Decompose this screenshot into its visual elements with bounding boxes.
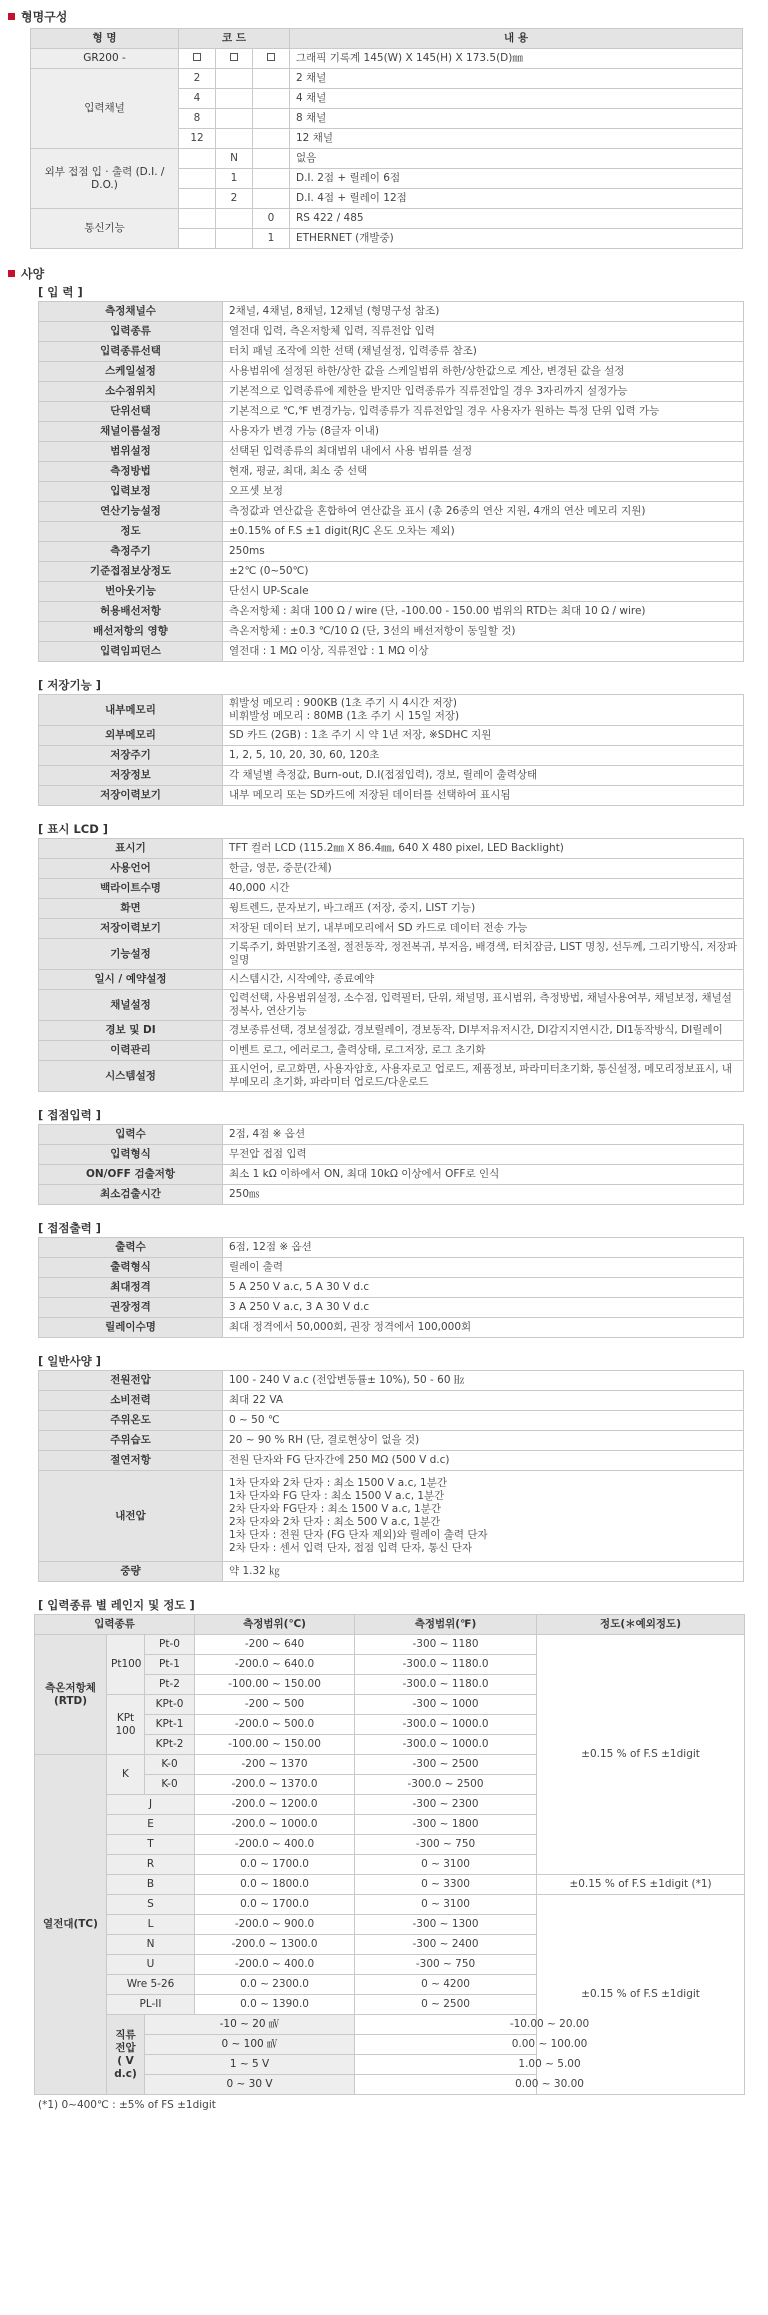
spec-label: 단위선택 (39, 402, 223, 422)
ranges-title: [ 입력종류 별 레인지 및 정도 ] (38, 1598, 195, 1612)
range-c: -200.0 ~ 1300.0 (195, 1935, 355, 1955)
code-desc: 12 채널 (290, 129, 743, 149)
spec-value: 릴레이 출력 (223, 1258, 744, 1278)
spec-label: 측정주기 (39, 542, 223, 562)
range-sub: Wre 5-26 (107, 1975, 195, 1995)
code-cell: 1 (253, 229, 290, 249)
spec-value: 1, 2, 5, 10, 20, 30, 60, 120초 (223, 746, 744, 766)
range-sub: Pt-0 (145, 1635, 195, 1655)
range-f: 0 ~ 2500 (355, 1995, 537, 2015)
spec-label: 백라이트수명 (39, 879, 223, 899)
bullet-icon (8, 270, 15, 277)
range-c: 0.0 ~ 2300.0 (195, 1975, 355, 1995)
spec-value: 휘발성 메모리 : 900KB (1초 주기 시 4시간 저장) 비휘발성 메모리 : 80MB (1초 주기 시 15일 저장) (223, 695, 744, 726)
accuracy-cell-lower: ±0.15 % of F.S ±1digit (537, 1895, 745, 2095)
spec-label: 저장주기 (39, 746, 223, 766)
range-sub: K-0 (145, 1755, 195, 1775)
spec-label: 중량 (39, 1562, 223, 1582)
spec-value: 측정값과 연산값을 혼합하여 연산값을 표시 (총 26종의 연산 지원, 4개의 연산 메모리 지원) (223, 502, 744, 522)
spec-value: 단선시 UP-Scale (223, 582, 744, 602)
spec-label: 내전압 (39, 1471, 223, 1562)
contact-in-title: [ 접점입력 ] (38, 1108, 101, 1122)
spec-label: 주위온도 (39, 1411, 223, 1431)
range-sub: 1 ~ 5 V (145, 2055, 355, 2075)
range-dc: -10.00 ~ 20.00 (355, 2015, 745, 2035)
display-spec-table (38, 838, 744, 1092)
spec-value: 오프셋 보정 (223, 482, 744, 502)
range-sub: KPt-0 (145, 1695, 195, 1715)
code-cell: 2 (216, 189, 253, 209)
spec-label: 입력종류 (39, 322, 223, 342)
range-c: -200.0 ~ 1200.0 (195, 1795, 355, 1815)
spec-value: 기본적으로 ℃,℉ 변경가능, 입력종류가 직류전압일 경우 사용자가 원하는 특정 단위 입력 가능 (223, 402, 744, 422)
spec-label: 전원전압 (39, 1371, 223, 1391)
input-spec-table (38, 301, 744, 662)
spec-label: 정도 (39, 522, 223, 542)
rtd-label: 측온저항체 (RTD) (35, 1635, 107, 1755)
spec-label: 출력형식 (39, 1258, 223, 1278)
spec-value: 40,000 시간 (223, 879, 744, 899)
spec-value: ±2℃ (0~50℃) (223, 562, 744, 582)
section-title-spec: 사양 (8, 263, 760, 283)
code-desc: RS 422 / 485 (290, 209, 743, 229)
range-c: -200.0 ~ 640.0 (195, 1655, 355, 1675)
range-header-c: 측정범위(℃) (195, 1615, 355, 1635)
range-f: -300 ~ 750 (355, 1835, 537, 1855)
range-sub: -10 ~ 20 ㎷ (145, 2015, 355, 2035)
spec-value: 20 ~ 90 % RH (단, 결로현상이 없을 것) (223, 1431, 744, 1451)
range-header-f: 측정범위(℉) (355, 1615, 537, 1635)
range-f: -300 ~ 1000 (355, 1695, 537, 1715)
k-label: K (107, 1755, 145, 1795)
spec-label: 사용언어 (39, 859, 223, 879)
range-header-accuracy: 정도(＊예외정도) (537, 1615, 745, 1635)
comm-label: 통신기능 (31, 209, 179, 249)
code-cell: 12 (179, 129, 216, 149)
spec-value: 2채널, 4채널, 8채널, 12채널 (형명구성 참조) (223, 302, 744, 322)
spec-label: 내부메모리 (39, 695, 223, 726)
spec-label: 범위설정 (39, 442, 223, 462)
range-sub: PL-II (107, 1995, 195, 2015)
code-cell: 0 (253, 209, 290, 229)
spec-value: 2점, 4점 ※ 옵션 (223, 1125, 744, 1145)
code-desc: D.I. 4점 + 릴레이 12점 (290, 189, 743, 209)
range-sub: T (107, 1835, 195, 1855)
code-cell: N (216, 149, 253, 169)
range-f: 0 ~ 3300 (355, 1875, 537, 1895)
range-f: -300 ~ 1300 (355, 1915, 537, 1935)
code-cell: 2 (179, 69, 216, 89)
spec-label: 저장정보 (39, 766, 223, 786)
spec-value: 시스템시간, 시작예약, 종료예약 (223, 970, 744, 990)
range-dc: 0.00 ~ 100.00 (355, 2035, 745, 2055)
spec-label: 저장이력보기 (39, 919, 223, 939)
code-cell: 4 (179, 89, 216, 109)
spec-label: 소비전력 (39, 1391, 223, 1411)
range-sub: E (107, 1815, 195, 1835)
section-title-config: 형명구성 (8, 6, 760, 26)
spec-value: 경보종류선택, 경보설정값, 경보릴레이, 경보동작, DI부저유저시간, DI감지지연시간, DI1동작방식, DI릴레이 (223, 1021, 744, 1041)
spec-value: 윙트렌드, 문자보기, 바그래프 (저장, 중지, LIST 기능) (223, 899, 744, 919)
spec-value: 사용범위에 설정된 하한/상한 값을 스케일범위 하한/상한값으로 계산, 변경된 값을 설정 (223, 362, 744, 382)
code-box-icon (193, 53, 201, 61)
spec-value: 입력선택, 사용범위설정, 소수점, 입력필터, 단위, 채널명, 표시범위, 측정방법, 채널사용여부, 채널보정, 채널설정복사, 연산기능 (223, 990, 744, 1021)
spec-value: 열전대 : 1 MΩ 이상, 직류전압 : 1 MΩ 이상 (223, 642, 744, 662)
range-f: -300.0 ~ 1000.0 (355, 1715, 537, 1735)
spec-label: 측정채널수 (39, 302, 223, 322)
code-desc: ETHERNET (개발중) (290, 229, 743, 249)
range-c: 0.0 ~ 1700.0 (195, 1855, 355, 1875)
spec-label: 기능설정 (39, 939, 223, 970)
spec-value: 각 채널별 측정값, Burn-out, D.I(접점입력), 경보, 릴레이 출력상태 (223, 766, 744, 786)
code-cell: 1 (216, 169, 253, 189)
spec-label: 입력형식 (39, 1145, 223, 1165)
spec-value: 최소 1 kΩ 이하에서 ON, 최대 10kΩ 이상에서 OFF로 인식 (223, 1165, 744, 1185)
pt100-label: Pt100 (107, 1635, 145, 1695)
dc-label: 직류전압 ( V d.c) (107, 2015, 145, 2095)
range-sub: Pt-2 (145, 1675, 195, 1695)
range-sub: L (107, 1915, 195, 1935)
spec-label: 기준접점보상정도 (39, 562, 223, 582)
contact-out-title: [ 접점출력 ] (38, 1221, 101, 1235)
range-c: -200.0 ~ 400.0 (195, 1835, 355, 1855)
spec-label: 릴레이수명 (39, 1318, 223, 1338)
spec-value: 최대 정격에서 50,000회, 권장 정격에서 100,000회 (223, 1318, 744, 1338)
spec-value: 250㎳ (223, 1185, 744, 1205)
range-c: -200.0 ~ 900.0 (195, 1915, 355, 1935)
spec-label: 스케일설정 (39, 362, 223, 382)
spec-label: 주위습도 (39, 1431, 223, 1451)
range-c: -100.00 ~ 150.00 (195, 1735, 355, 1755)
range-sub: B (107, 1875, 195, 1895)
range-f: -300.0 ~ 1000.0 (355, 1735, 537, 1755)
spec-value: 3 A 250 V a.c, 3 A 30 V d.c (223, 1298, 744, 1318)
range-sub: 0 ~ 30 V (145, 2075, 355, 2095)
contact-input-table (38, 1124, 744, 1205)
spec-value: 1차 단자와 2차 단자 : 최소 1500 V a.c, 1분간 1차 단자와 FG 단자 : 최소 1500 V a.c, 1분간 2차 단자와 FG단자 : 최소 1500 V a.c, 1분간 2차 단자와 2차 단자 : 최소 500 V a.c, 1분간 1차 단자 : 전원 단자 (FG 단자 제외)와 릴레이 출력 단자 2차 단자 : 센서 입력 단자, 접점 입력 단자, 통신 단자 (223, 1471, 744, 1562)
range-f: 0 ~ 3100 (355, 1895, 537, 1915)
model-name: GR200 - (31, 49, 179, 69)
range-dc: 1.00 ~ 5.00 (355, 2055, 745, 2075)
general-title: [ 일반사양 ] (38, 1354, 101, 1368)
spec-value: 사용자가 변경 가능 (8글자 이내) (223, 422, 744, 442)
code-desc: 4 채널 (290, 89, 743, 109)
spec-value: 저장된 데이터 보기, 내부메모리에서 SD 카드로 데이터 전송 가능 (223, 919, 744, 939)
spec-label: 입력수 (39, 1125, 223, 1145)
code-desc: 없음 (290, 149, 743, 169)
spec-value: 0 ~ 50 ℃ (223, 1411, 744, 1431)
spec-label: 이력관리 (39, 1041, 223, 1061)
spec-value: 한글, 영문, 중문(간체) (223, 859, 744, 879)
spec-label: 번아웃기능 (39, 582, 223, 602)
input-title: [ 입 력 ] (38, 285, 83, 299)
spec-label: 출력수 (39, 1238, 223, 1258)
spec-label: 표시기 (39, 839, 223, 859)
code-desc: 8 채널 (290, 109, 743, 129)
header-desc: 내 용 (290, 29, 743, 49)
spec-value: 이벤트 로그, 에러로그, 출력상태, 로그저장, 로그 초기화 (223, 1041, 744, 1061)
spec-value: 약 1.32 ㎏ (223, 1562, 744, 1582)
spec-value: 5 A 250 V a.c, 5 A 30 V d.c (223, 1278, 744, 1298)
range-dc: 0.00 ~ 30.00 (355, 2075, 745, 2095)
range-c: -200.0 ~ 1000.0 (195, 1815, 355, 1835)
range-c: -200 ~ 500 (195, 1695, 355, 1715)
range-f: -300.0 ~ 2500 (355, 1775, 537, 1795)
range-c: 0.0 ~ 1700.0 (195, 1895, 355, 1915)
spec-label: 최소검출시간 (39, 1185, 223, 1205)
range-f: -300 ~ 2400 (355, 1935, 537, 1955)
range-c: -200 ~ 1370 (195, 1755, 355, 1775)
spec-value: 측온저항체 : 최대 100 Ω / wire (단, -100.00 - 150.00 범위의 RTD는 최대 10 Ω / wire) (223, 602, 744, 622)
accuracy-cell: ±0.15 % of F.S ±1digit (537, 1635, 745, 1875)
range-c: -100.00 ~ 150.00 (195, 1675, 355, 1695)
range-f: -300 ~ 2500 (355, 1755, 537, 1775)
header-model: 형 명 (31, 29, 179, 49)
range-sub: R (107, 1855, 195, 1875)
spec-value: TFT 컬러 LCD (115.2㎜ X 86.4㎜, 640 X 480 pixel, LED Backlight) (223, 839, 744, 859)
range-sub: KPt-1 (145, 1715, 195, 1735)
io-label: 외부 접점 입 · 출력 (D.I. / D.O.) (31, 149, 179, 209)
range-c: -200.0 ~ 400.0 (195, 1955, 355, 1975)
spec-label: 소수점위치 (39, 382, 223, 402)
spec-value: 전원 단자와 FG 단자간에 250 MΩ (500 V d.c) (223, 1451, 744, 1471)
spec-value: 최대 22 VA (223, 1391, 744, 1411)
contact-output-table (38, 1237, 744, 1338)
spec-label: 채널이름설정 (39, 422, 223, 442)
range-sub: K-0 (145, 1775, 195, 1795)
range-f: -300.0 ~ 1180.0 (355, 1655, 537, 1675)
spec-value: 선택된 입력종류의 최대범위 내에서 사용 범위를 설정 (223, 442, 744, 462)
input-channel-label: 입력채널 (31, 69, 179, 149)
spec-label: 최대정격 (39, 1278, 223, 1298)
code-box-icon (230, 53, 238, 61)
spec-value: 열전대 입력, 측온저항체 입력, 직류전압 입력 (223, 322, 744, 342)
range-sub: 0 ~ 100 ㎷ (145, 2035, 355, 2055)
spec-label: ON/OFF 검출저항 (39, 1165, 223, 1185)
range-sub: N (107, 1935, 195, 1955)
code-desc: D.I. 2점 + 릴레이 6점 (290, 169, 743, 189)
spec-label: 일시 / 예약설정 (39, 970, 223, 990)
range-f: 0 ~ 3100 (355, 1855, 537, 1875)
display-title: [ 표시 LCD ] (38, 822, 109, 836)
spec-value: 기본적으로 입력종류에 제한을 받지만 입력종류가 직류전압일 경우 3자리까지 설정가능 (223, 382, 744, 402)
spec-value: 250ms (223, 542, 744, 562)
model-table (30, 28, 743, 249)
spec-label: 화면 (39, 899, 223, 919)
bullet-icon (8, 13, 15, 20)
spec-label: 배선저항의 영향 (39, 622, 223, 642)
spec-value: 표시언어, 로고화면, 사용자암호, 사용자로고 업로드, 제품정보, 파라미터초기화, 통신설정, 메모리정보표시, 내부메모리 초기화, 파라미터 업로드/다운로드 (223, 1061, 744, 1092)
code-box-icon (267, 53, 275, 61)
model-desc: 그래픽 기록계 145(W) X 145(H) X 173.5(D)㎜ (290, 49, 743, 69)
code-desc: 2 채널 (290, 69, 743, 89)
header-code: 코 드 (179, 29, 290, 49)
spec-value: 현재, 평균, 최대, 최소 중 선택 (223, 462, 744, 482)
range-c: 0.0 ~ 1390.0 (195, 1995, 355, 2015)
footnote: (*1) 0~400℃ : ±5% of FS ±1digit (38, 2099, 216, 2111)
range-c: -200 ~ 640 (195, 1635, 355, 1655)
spec-value: 6점, 12점 ※ 옵션 (223, 1238, 744, 1258)
range-f: -300 ~ 750 (355, 1955, 537, 1975)
spec-label: 입력종류선택 (39, 342, 223, 362)
spec-value: 터치 패널 조작에 의한 선택 (채널설정, 입력종류 참조) (223, 342, 744, 362)
spec-label: 경보 및 DI (39, 1021, 223, 1041)
spec-label: 시스템설정 (39, 1061, 223, 1092)
spec-value: 무전압 접점 입력 (223, 1145, 744, 1165)
spec-label: 저장이력보기 (39, 786, 223, 806)
kpt100-label: KPt 100 (107, 1695, 145, 1755)
spec-label: 측정방법 (39, 462, 223, 482)
accuracy-cell-b: ±0.15 % of F.S ±1digit (*1) (537, 1875, 745, 1895)
range-sub: KPt-2 (145, 1735, 195, 1755)
range-f: -300 ~ 1180 (355, 1635, 537, 1655)
spec-label: 허용배선저항 (39, 602, 223, 622)
range-sub: J (107, 1795, 195, 1815)
spec-label: 입력보정 (39, 482, 223, 502)
range-f: 0 ~ 4200 (355, 1975, 537, 1995)
storage-spec-table (38, 694, 744, 806)
spec-value: 측온저항체 : ±0.3 ℃/10 Ω (단, 3선의 배선저항이 동일할 것) (223, 622, 744, 642)
code-cell: 8 (179, 109, 216, 129)
spec-value: 기록주기, 화면밝기조절, 절전동작, 정전복귀, 부저음, 배경색, 터치잠금, LIST 명칭, 선두께, 그리기방식, 저장파일명 (223, 939, 744, 970)
general-spec-table (38, 1370, 744, 1582)
range-c: 0.0 ~ 1800.0 (195, 1875, 355, 1895)
spec-label: 권장정격 (39, 1298, 223, 1318)
range-f: -300.0 ~ 1180.0 (355, 1675, 537, 1695)
range-sub: S (107, 1895, 195, 1915)
range-f: -300 ~ 2300 (355, 1795, 537, 1815)
range-c: -200.0 ~ 500.0 (195, 1715, 355, 1735)
spec-value: ±0.15% of F.S ±1 digit(RJC 온도 오차는 제외) (223, 522, 744, 542)
range-sub: Pt-1 (145, 1655, 195, 1675)
range-f: -300 ~ 1800 (355, 1815, 537, 1835)
spec-label: 절연저항 (39, 1451, 223, 1471)
range-header-type: 입력종류 (35, 1615, 195, 1635)
spec-value: 내부 메모리 또는 SD카드에 저장된 데이터를 선택하여 표시됨 (223, 786, 744, 806)
range-sub: U (107, 1955, 195, 1975)
range-table (34, 1614, 745, 2095)
spec-label: 연산기능설정 (39, 502, 223, 522)
tc-label: 열전대(TC) (35, 1755, 107, 2095)
spec-value: 100 - 240 V a.c (전압변동률± 10%), 50 - 60 ㎐ (223, 1371, 744, 1391)
spec-label: 외부메모리 (39, 726, 223, 746)
spec-value: SD 카드 (2GB) : 1초 주기 시 약 1년 저장, ※SDHC 지원 (223, 726, 744, 746)
storage-title: [ 저장기능 ] (38, 678, 101, 692)
spec-label: 입력임피던스 (39, 642, 223, 662)
range-c: -200.0 ~ 1370.0 (195, 1775, 355, 1795)
spec-label: 채널설정 (39, 990, 223, 1021)
